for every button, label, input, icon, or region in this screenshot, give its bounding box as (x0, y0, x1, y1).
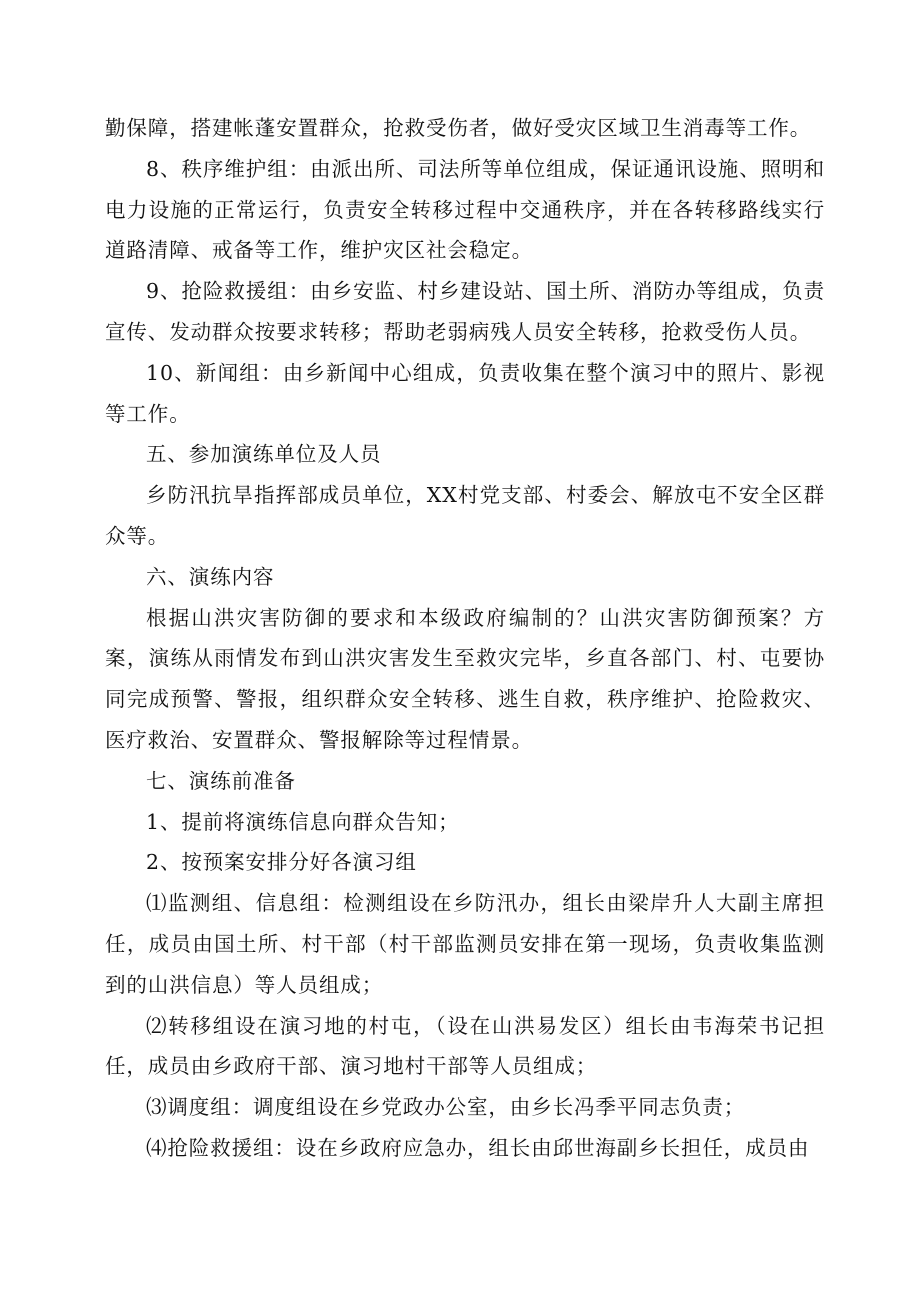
paragraph-monitoring-group: ⑴监测组、信息组：检测组设在乡防汛办，组长由梁岸升人大副主席担任，成员由国土所、村干部（村干部监测员安排在第一现场，负责收集监测到的山洪信息）等人员组成； (105, 891, 825, 997)
paragraph-participants: 乡防汛抗旱指挥部成员单位，XX村党支部、村委会、解放屯不安全区群众等。 (105, 483, 825, 548)
paragraph-order-maintenance-group: 8、秩序维护组：由派出所、司法所等单位组成，保证通讯设施、照明和电力设施的正常运行，负责安全转移过程中交通秩序，并在各转移路线实行道路清障、戒备等工作，维护灾区社会稳定。 (105, 156, 825, 263)
paragraph-news-group: 10、新闻组：由乡新闻中心组成，负责收集在整个演习中的照片、影视等工作。 (105, 360, 825, 426)
paragraph-rescue-group: 9、抢险救援组：由乡安监、村乡建设站、国土所、消防办等组成，负责宣传、发动群众按要求转移；帮助老弱病残人员安全转移，抢救受伤人员。 (105, 279, 825, 344)
paragraph-prep-item-1: 1、提前将演练信息向群众告知； (146, 809, 460, 834)
paragraph-emergency-rescue-group: ⑷抢险救援组：设在乡政府应急办，组长由邱世海副乡长担任，成员由 (146, 1135, 810, 1160)
section-heading-drill-content: 六、演练内容 (146, 564, 275, 589)
paragraph-transfer-group: ⑵转移组设在演习地的村屯，（设在山洪易发区）组长由韦海荣书记担任，成员由乡政府干部、演习地村干部等人员组成； (105, 1013, 825, 1079)
document-body (105, 108, 825, 1169)
section-heading-preparation: 七、演练前准备 (146, 768, 296, 793)
paragraph-prep-item-2: 2、按预案安排分好各演习组 (146, 850, 417, 875)
paragraph-drill-content: 根据山洪灾害防御的要求和本级政府编制的？山洪灾害防御预案？方案，演练从雨情发布到山洪灾害发生至救灾完毕，乡直各部门、村、屯要协同完成预警、警报，组织群众安全转移、逃生自救，秩序维护、抢险救灾、医疗救治、安置群众、警报解除等过程情景。 (105, 605, 825, 752)
section-heading-participants: 五、参加演练单位及人员 (146, 442, 382, 467)
paragraph-continuation: 勤保障，搭建帐蓬安置群众，抢救受伤者，做好受灾区域卫生消毒等工作。 (105, 116, 812, 140)
paragraph-dispatch-group: ⑶调度组：调度组设在乡党政办公室，由乡长冯季平同志负责； (146, 1095, 746, 1120)
